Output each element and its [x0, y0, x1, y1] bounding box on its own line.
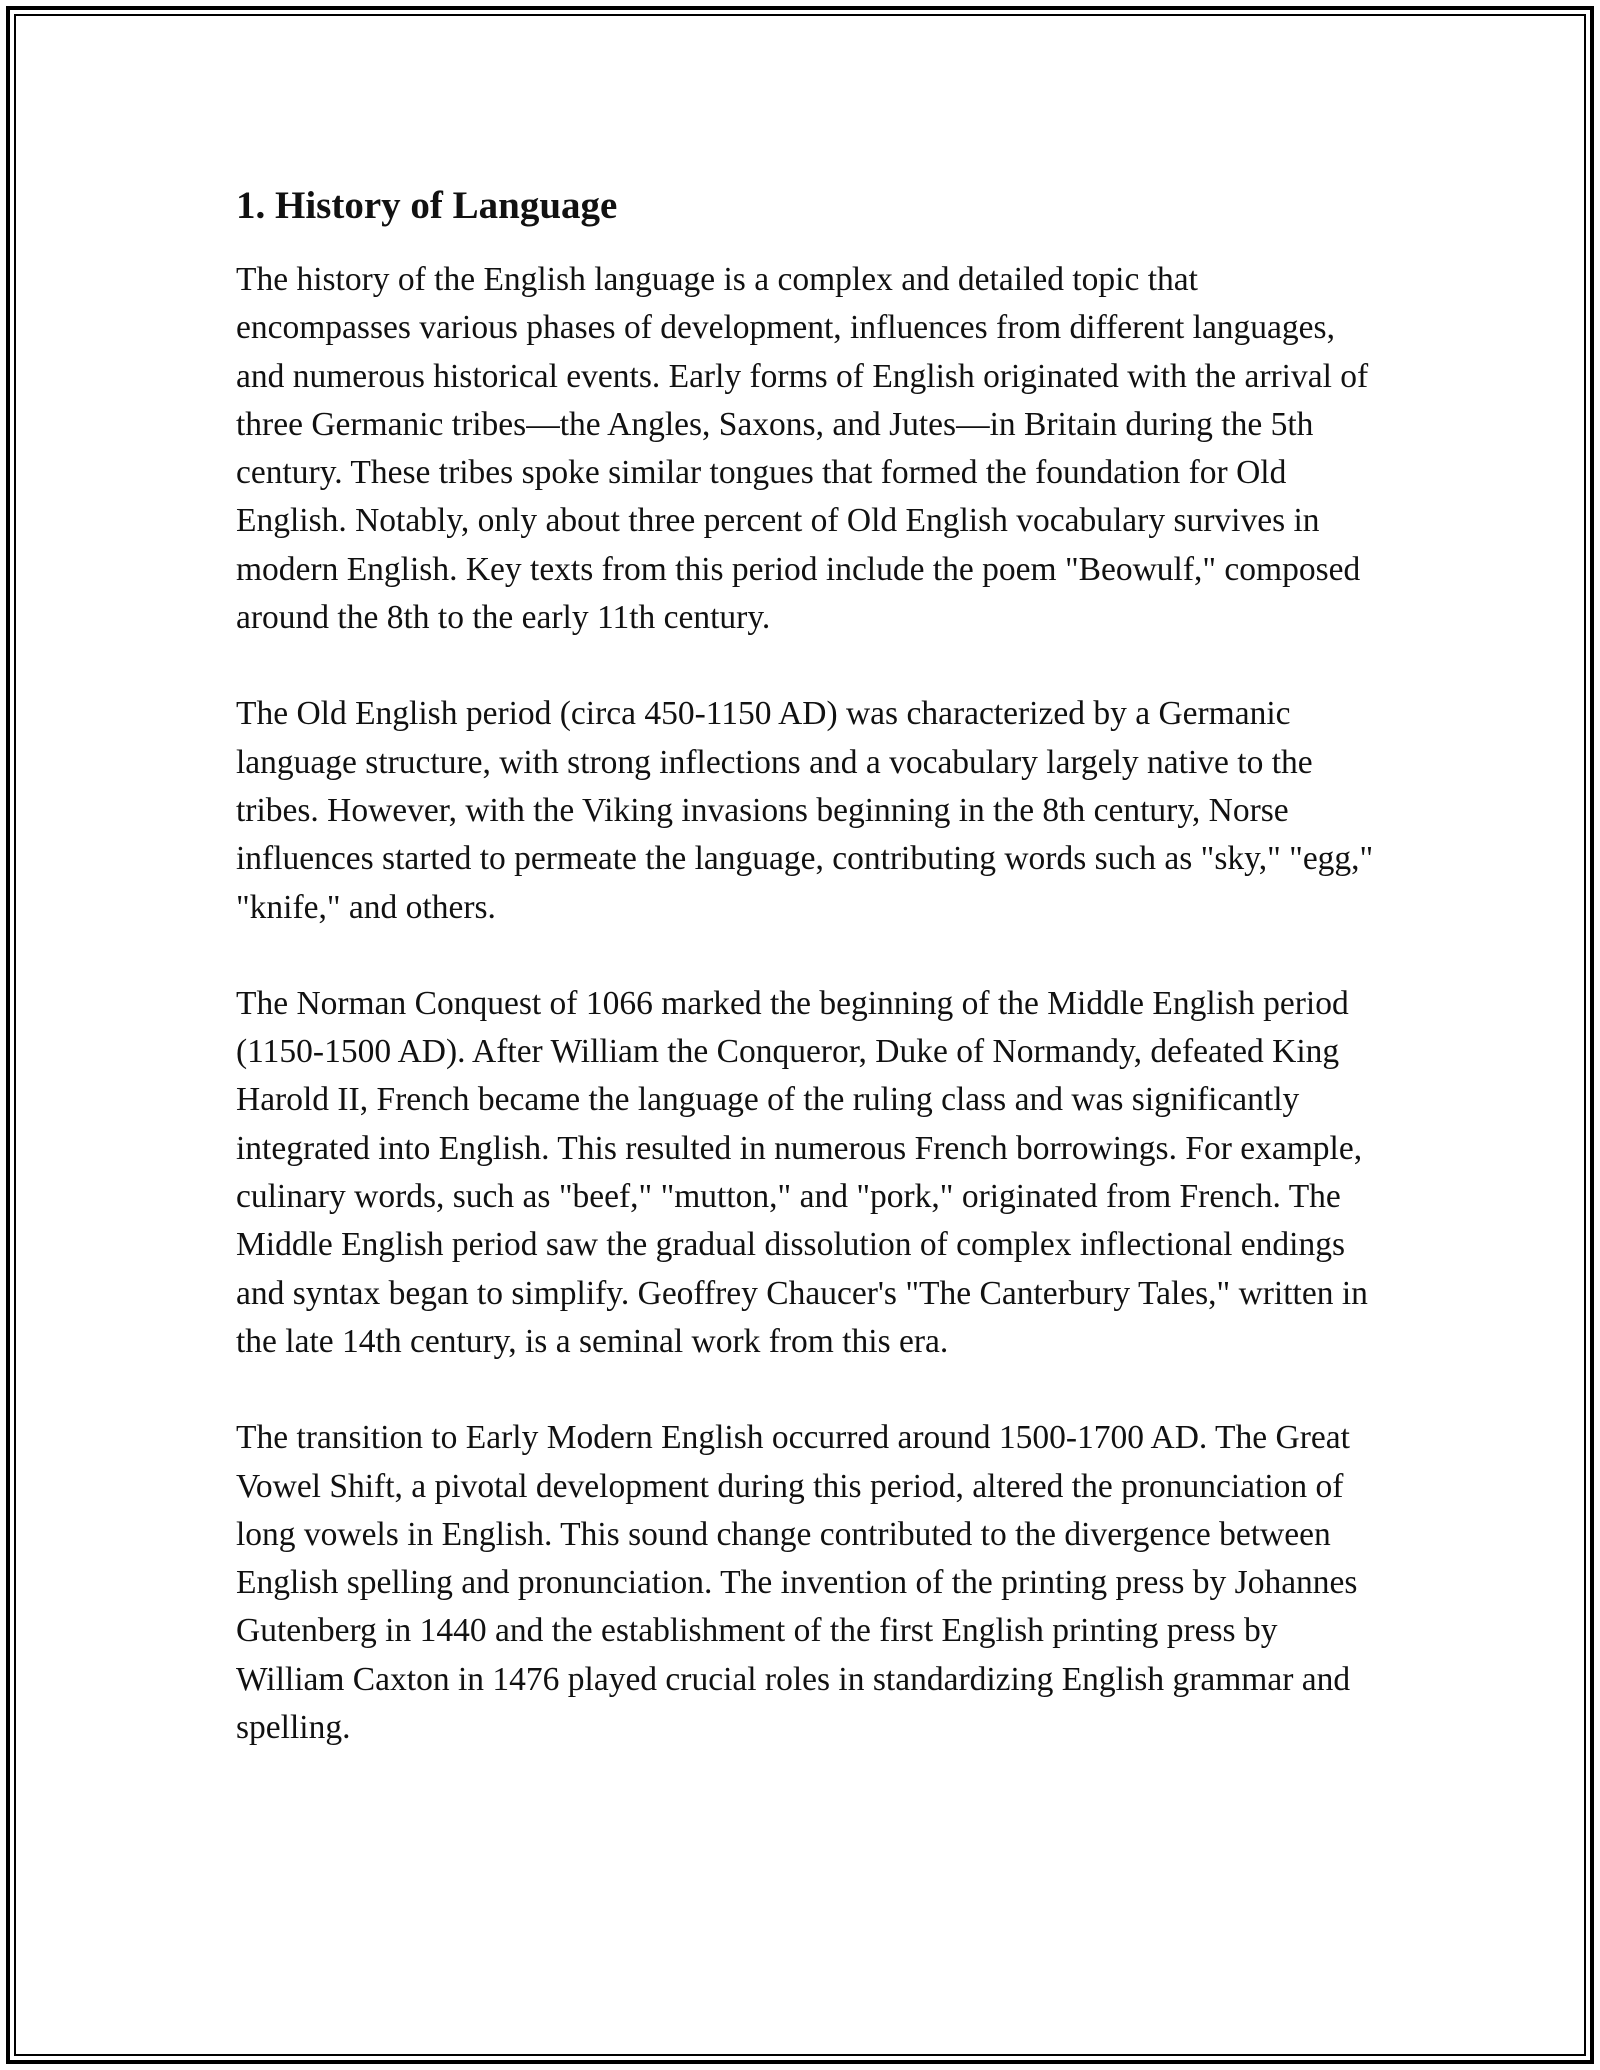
document-body	[236, 178, 1376, 1752]
paragraph-early-modern-english: The transition to Early Modern English occurred around 1500-1700 AD. The Great Vowel Shift, a pivotal development during this period, altered the pronunciation of long vowels in English. This sound change contributed to the divergence between English spelling and pronunciation. The invention of the printing press by Johannes Gutenberg in 1440 and the establishment of the first English printing press by William Caxton in 1476 played crucial roles in standardizing English grammar and spelling.	[236, 1419, 1358, 1747]
paragraph-old-english-origins: The history of the English language is a complex and detailed topic that encompasses various phases of development, influences from different languages, and numerous historical events. Early forms of English originated with the arrival of three Germanic tribes—the Angles, Saxons, and Jutes—in Britain during the 5th century. These tribes spoke similar tongues that formed the foundation for Old English. Notably, only about three percent of Old English vocabulary survives in modern English. Key texts from this period include the poem "Beowulf," composed around the 8th to the early 11th century.	[236, 261, 1369, 637]
section-heading: 1. History of Language	[236, 184, 618, 227]
paragraph-middle-english: The Norman Conquest of 1066 marked the beginning of the Middle English period (1150-1500 AD). After William the Conqueror, Duke of Normandy, defeated King Harold II, French became the language of the ruling class and was significantly integrated into English. This resulted in numerous French borrowings. For example, culinary words, such as "beef," "mutton," and "pork," originated from French. The Middle English period saw the gradual dissolution of complex inflectional endings and syntax began to simplify. Geoffrey Chaucer's "The Canterbury Tales," written in the late 14th century, is a seminal work from this era.	[236, 984, 1368, 1360]
paragraph-old-english-period: The Old English period (circa 450-1150 AD) was characterized by a Germanic language structure, with strong inflections and a vocabulary largely native to the tribes. However, with the Viking invasions beginning in the 8th century, Norse influences started to permeate the language, contributing words such as "sky," "egg," "knife," and others.	[236, 695, 1374, 926]
